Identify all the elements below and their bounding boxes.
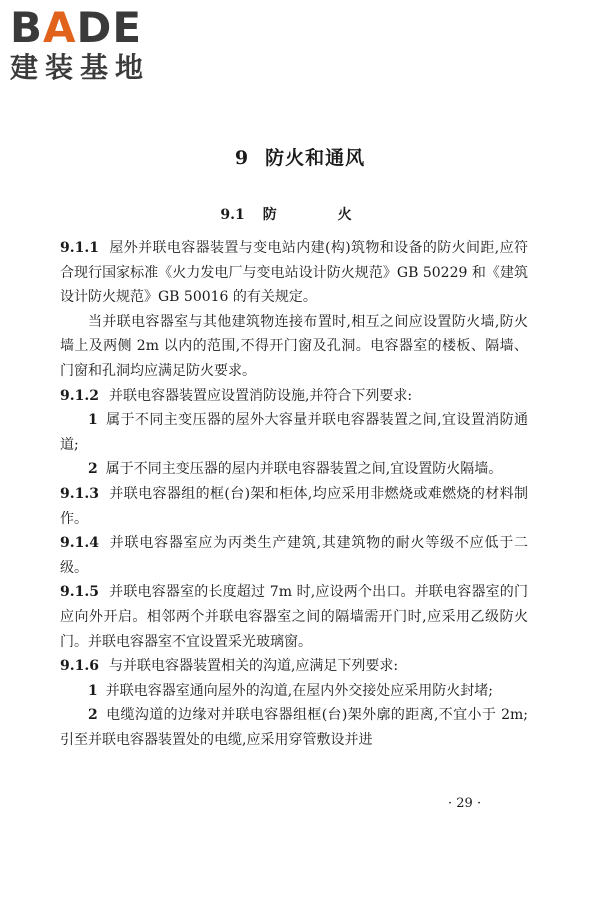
brand-logo xyxy=(10,3,175,84)
logo-wordmark-part1: B xyxy=(10,3,44,52)
paragraph-text: 当并联电容器室与其他建筑物连接布置时,相互之间应设置防火墙,防火墙上及两侧 2m 以内的范围,不得开门窗及孔洞。电容器室的楼板、隔墙、门窗和孔洞均应满足防火要求。 xyxy=(60,313,528,379)
item-text: 电缆沟道的边缘对并联电容器组框(台)架外廓的距离,不宜小于 2m;引至并联电容器装置处的电缆,应采用穿管敷设并进 xyxy=(60,707,528,748)
item-number: 1 xyxy=(88,682,98,699)
clause-number: 9.1.4 xyxy=(60,535,99,552)
clause-text: 并联电容器装置应设置消防设施,并符合下列要求: xyxy=(108,387,413,404)
logo-wordmark-accent: A xyxy=(43,3,77,52)
clause-paragraph xyxy=(60,531,528,580)
list-item xyxy=(60,703,528,752)
clause-number: 9.1.5 xyxy=(60,584,99,601)
clause-number: 9.1.2 xyxy=(60,387,99,404)
clause-text: 并联电容器组的框(台)架和柜体,均应采用非燃烧或难燃烧的材料制作。 xyxy=(60,485,528,527)
clause-text: 并联电容器室应为丙类生产建筑,其建筑物的耐火等级不应低于二级。 xyxy=(60,535,528,576)
page-number: · 29 · xyxy=(448,796,482,811)
item-number: 2 xyxy=(88,707,98,724)
item-number: 2 xyxy=(88,461,98,478)
clause-number: 9.1.3 xyxy=(60,485,99,502)
logo-subtitle: 建装基地 xyxy=(10,51,151,84)
clause-text: 并联电容器室的长度超过 7m 时,应设两个出口。并联电容器室的门应向外开启。相邻两个并联电容器室之间的隔墙需开门时,应采用乙级防火门。并联电容器室不宜设置采光玻璃窗。 xyxy=(60,584,528,650)
list-item xyxy=(60,457,528,482)
clause-paragraph xyxy=(60,482,528,531)
clause-number: 9.1.1 xyxy=(60,240,99,256)
clause-text: 与并联电容器装置相关的沟道,应满足下列要求: xyxy=(108,658,399,675)
logo-wordmark xyxy=(10,3,175,52)
logo-wordmark-part2: DE xyxy=(76,3,143,52)
section-title xyxy=(0,205,600,225)
clause-number: 9.1.6 xyxy=(60,658,99,675)
body-text xyxy=(60,236,528,752)
clause-paragraph xyxy=(60,384,528,409)
section-title-text: 防 火 xyxy=(262,207,380,223)
item-text: 并联电容器室通向屋外的沟道,在屋内外交接处应采用防火封堵; xyxy=(105,682,493,699)
chapter-title-text: 防火和通风 xyxy=(265,147,366,169)
chapter-title xyxy=(0,145,600,171)
chapter-number: 9 xyxy=(234,147,250,169)
item-text: 属于不同主变压器的屋外大容量并联电容器装置之间,宜设置消防通道; xyxy=(60,412,528,453)
clause-paragraph xyxy=(60,654,528,679)
list-item xyxy=(60,408,528,457)
clause-paragraph xyxy=(60,580,528,654)
list-item xyxy=(60,679,528,704)
section-number: 9.1 xyxy=(220,207,245,223)
item-number: 1 xyxy=(88,412,98,429)
paragraph xyxy=(60,310,528,384)
item-text: 属于不同主变压器的屋内并联电容器装置之间,宜设置防火隔墙。 xyxy=(105,461,503,478)
clause-paragraph xyxy=(60,236,528,310)
clause-text: 屋外并联电容器装置与变电站内建(构)筑物和设备的防火间距,应符合现行国家标准《火力发电厂与变电站设计防火规范》GB 50229 和《建筑设计防火规范》GB 50016 的有关规定。 xyxy=(60,240,528,306)
